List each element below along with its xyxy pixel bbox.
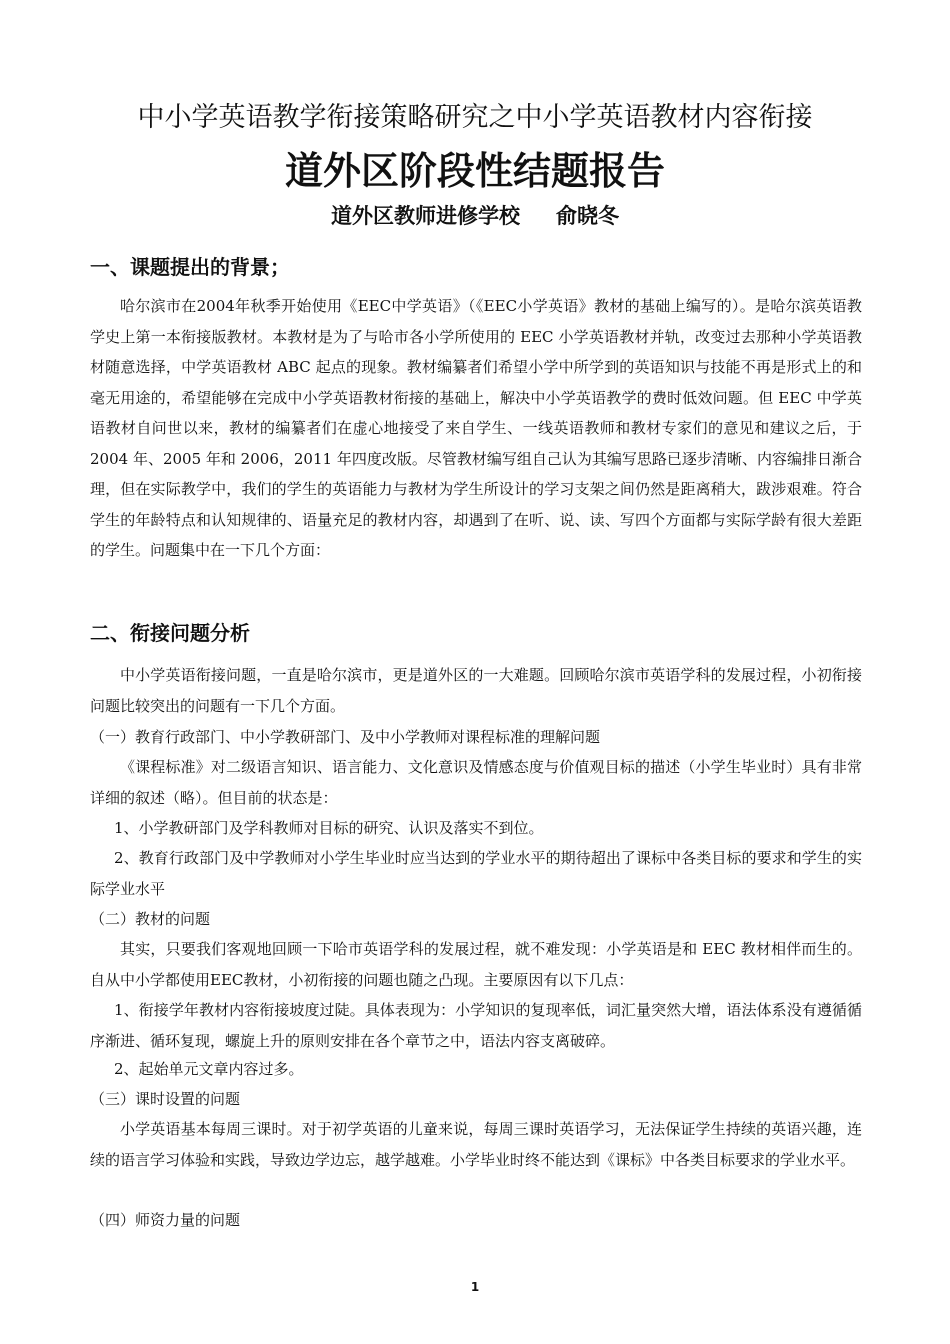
subsection-3-paragraph: 小学英语基本每周三课时。对于初学英语的儿童来说，每周三课时英语学习，无法保证学生持续的英语兴趣，连续的语言学习体验和实践，导致边学边忘，越学越难。小学毕业时终不能达到《课标》中各类目标要求的学业水平。 [90, 1120, 862, 1169]
subsection-4-title: （四）师资力量的问题 [90, 1211, 241, 1229]
title-line-1: 中小学英语教学衔接策略研究之中小学英语教材内容衔接 [137, 102, 813, 133]
author-line [0, 200, 950, 232]
subsection-1-item-2: 2、教育行政部门及中学教师对小学生毕业时应当达到的学业水平的期待超出了课标中各类目标的要求和学生的实际学业水平 [90, 849, 862, 898]
title-line-2: 道外区阶段性结题报告 [284, 149, 665, 193]
section-1-heading: 一、课题提出的背景； [90, 255, 290, 279]
section-1-paragraph: 哈尔滨市在2004年秋季开始使用《EEC中学英语》（《EEC小学英语》教材的基础上编写的）。是哈尔滨英语教学史上第一本衔接版教材。本教材是为了与哈市各小学所使用的 EEC 小学英语教材并轨，改变过去那种小学英语教材随意选择，中学英语教材 ABC 起点的现象。教材编纂者们希望小学中所学到的英语知识与技能不再是形式上的和毫无用途的，希望能够在完成中小学英语教材衔接的基础上，解决中小学英语教学的费时低效问题。但 EEC 中学英语教材自问世以来，教材的编纂者们在虚心地接受了来自学生、一线英语教师和教材专家们的意见和建议之后，于 2004 年、2005 年和 2006，2011 年四度改版。尽管教材编写组自己认为其编写思路已逐步清晰、内容编排日渐合理，但在实际教学中，我们的学生的英语能力与教材为学生所设计的学习支架之间仍然是距离稍大，跋涉艰难。符合学生的年龄特点和认知规律的、语量充足的教材内容，却遇到了在听、说、读、写四个方面都与实际学龄有很大差距的学生。问题集中在一下几个方面： [90, 297, 862, 559]
subsection-1-item-1: 1、小学教研部门及学科教师对目标的研究、认识及落实不到位。 [114, 819, 544, 837]
subsection-3-title: （三）课时设置的问题 [90, 1090, 241, 1108]
subsection-2-item-1: 1、衔接学年教材内容衔接坡度过陡。具体表现为：小学知识的复现率低，词汇量突然大增，语法体系没有遵循循序渐进、循环复现，螺旋上升的原则安排在各个章节之中，语法内容支离破碎。 [90, 1001, 862, 1050]
author-name: 俞晓冬 [556, 203, 619, 228]
subsection-2-item-2: 2、起始单元文章内容过多。 [114, 1060, 304, 1078]
subsection-1-paragraph: 《课程标准》对二级语言知识、语言能力、文化意识及情感态度与价值观目标的描述（小学生毕业时）具有非常详细的叙述（略）。但目前的状态是： [90, 758, 862, 807]
subsection-2-title: （二）教材的问题 [90, 910, 211, 928]
subsection-2-paragraph: 其实，只要我们客观地回顾一下哈市英语学科的发展过程，就不难发现：小学英语是和 EEC 教材相伴而生的。自从中小学都使用EEC教材，小初衔接的问题也随之凸现。主要原因有以下几点： [90, 940, 862, 989]
author-school: 道外区教师进修学校 [331, 203, 520, 228]
page-number: 1 [470, 1280, 480, 1294]
subsection-1-title: （一）教育行政部门、中小学教研部门、及中小学教师对课程标准的理解问题 [90, 728, 601, 746]
section-2-intro: 中小学英语衔接问题，一直是哈尔滨市，更是道外区的一大难题。回顾哈尔滨市英语学科的发展过程，小初衔接问题比较突出的问题有一下几个方面。 [90, 666, 862, 715]
section-2-heading: 二、衔接问题分析 [90, 621, 250, 645]
